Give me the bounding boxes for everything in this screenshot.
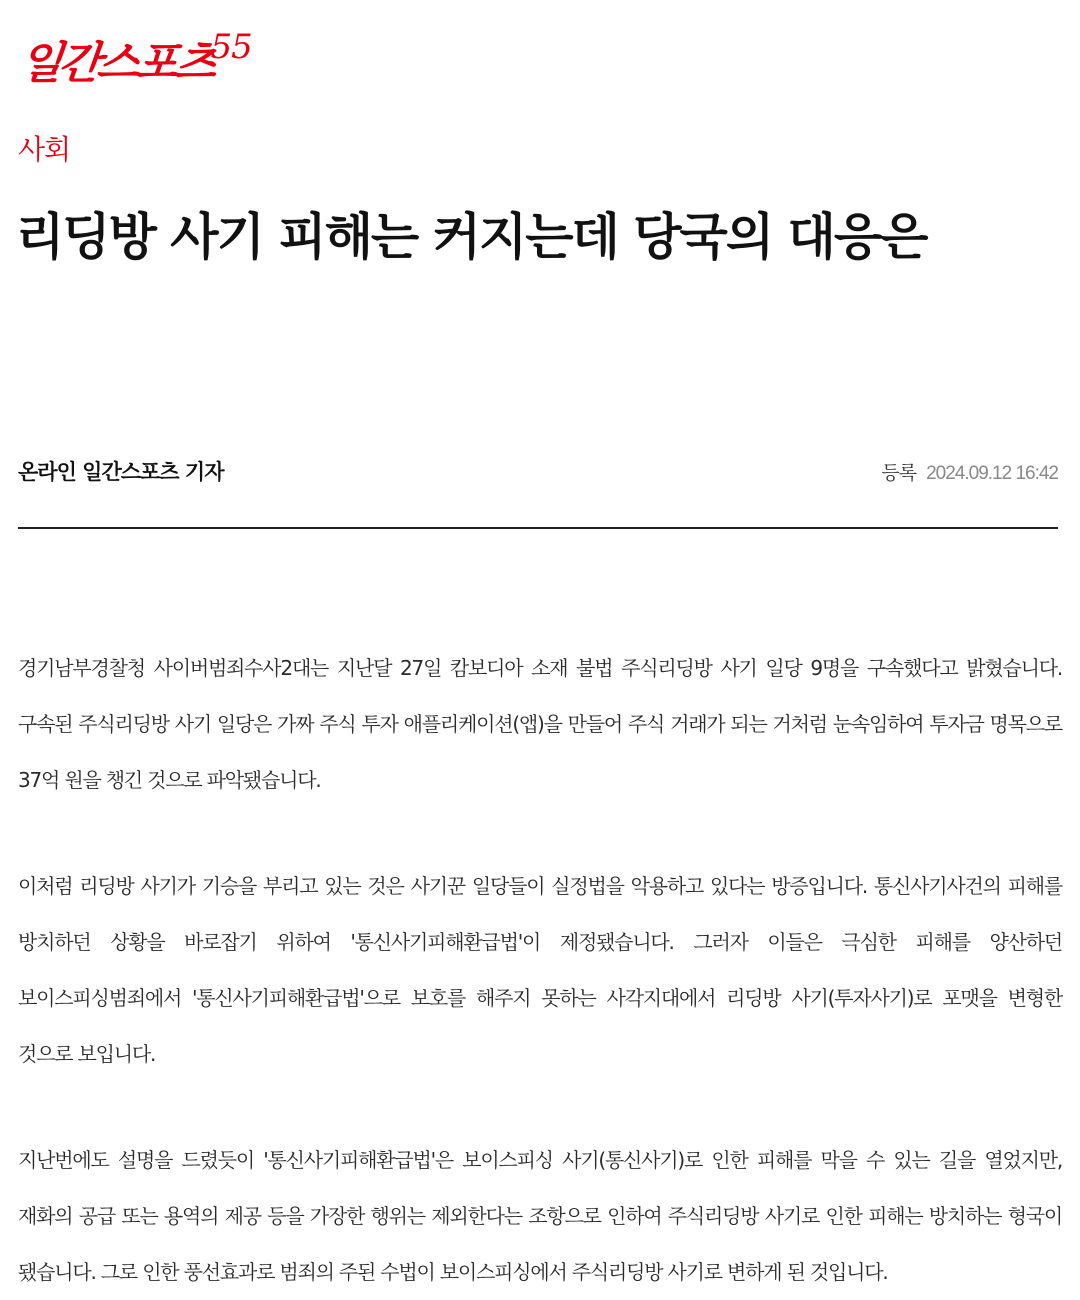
date-label: 등록	[881, 462, 917, 484]
article-dateline	[881, 458, 1058, 485]
article-byline: 온라인 일간스포츠 기자	[18, 460, 224, 484]
article-paragraph: 이처럼 리딩방 사기가 기승을 부리고 있는 것은 사기꾼 일당들이 실정법을 악용하고 있다는 방증입니다. 통신사기사건의 피해를 방치하던 상황을 바로잡기 위하여 '통신사기피해환급법'이 제정됐습니다. 그러자 이들은 극심한 피해를 양산하던 보이스피싱범죄에서 '통신사기피해환급법'으로 보호를 해주지 못하는 사각지대에서 리딩방 사기(투자사기)로 포맷을 변형한 것으로 보입니다.	[18, 874, 1062, 1066]
logo-anniversary-number: 55	[210, 27, 252, 67]
date-value: 2024.09.12 16:42	[926, 463, 1058, 484]
article-paragraph: 경기남부경찰청 사이버범죄수사2대는 지난달 27일 캄보디아 소재 불법 주식리딩방 사기 일당 9명을 구속했다고 밝혔습니다. 구속된 주식리딩방 사기 일당은 가짜 주식 투자 애플리케이션(앱)을 만들어 주식 거래가 되는 거처럼 눈속임하여 투자금 명목으로 37억 원을 챙긴 것으로 파악됐습니다.	[18, 656, 1062, 792]
site-logo[interactable]	[17, 27, 252, 108]
article-body	[18, 640, 1062, 1300]
article-headline: 리딩방 사기 피해는 커지는데 당국의 대응은	[16, 208, 927, 266]
article-paragraph: 지난번에도 설명을 드렸듯이 '통신사기피해환급법'은 보이스피싱 사기(통신사기)로 인한 피해를 막을 수 있는 길을 열었지만, 재화의 공급 또는 용역의 제공 등을 가장한 행위는 제외한다는 조항으로 인하여 주식리딩방 사기로 인한 피해는 방치하는 형국이 됐습니다. 그로 인한 풍선효과로 범죄의 주된 수법이 보이스피싱에서 주식리딩방 사기로 변하게 된 것입니다.	[18, 1148, 1062, 1284]
section-category[interactable]: 사회	[18, 133, 71, 166]
header-divider	[18, 527, 1058, 529]
logo-wordmark: 일간스포츠	[17, 38, 216, 89]
